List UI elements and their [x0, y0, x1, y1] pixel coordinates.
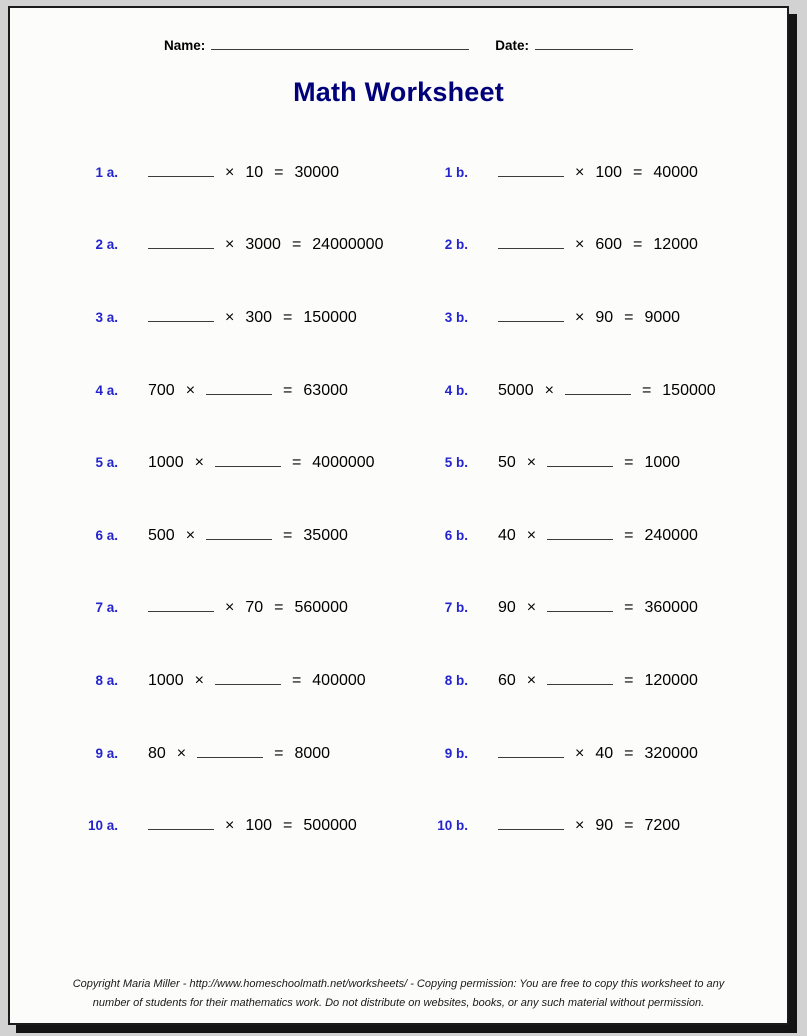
problem-token: 9000 [644, 308, 681, 326]
problem-expression [498, 744, 777, 763]
problem-token: × [176, 744, 187, 762]
problem-token: 7200 [644, 817, 681, 835]
problem-token: 30000 [294, 163, 339, 181]
problem-expression [148, 671, 396, 690]
problem-token: 90 [595, 308, 614, 326]
problem-token: 1000 [644, 454, 681, 472]
problem-token: = [624, 526, 634, 544]
problem-token: × [526, 599, 537, 617]
problem-label: 9 b. [444, 745, 468, 761]
answer-blank-line[interactable] [547, 526, 613, 540]
problem-token: 500000 [303, 817, 357, 835]
header [10, 36, 787, 53]
footer-copyright [10, 975, 787, 1014]
problem-token: = [624, 671, 634, 689]
problem-token: 320000 [644, 744, 698, 762]
problem-expression [498, 235, 777, 254]
answer-blank-line[interactable] [197, 744, 263, 758]
date-blank-line[interactable] [535, 36, 633, 50]
problem-token: 1000 [148, 671, 184, 689]
problem-token: 360000 [644, 599, 698, 617]
problem-label: 5 b. [444, 455, 468, 471]
problem-token: × [225, 599, 235, 617]
problem-token: 120000 [644, 671, 698, 689]
problem-token: × [544, 381, 554, 399]
problem-token: = [624, 599, 634, 617]
problem-expression [498, 453, 777, 472]
problem-token: = [283, 381, 293, 399]
problem-token: = [274, 744, 284, 762]
answer-blank-line[interactable] [206, 526, 272, 540]
problem-expression [498, 163, 777, 182]
problem-label: 10 a. [87, 818, 118, 834]
footer-line-1: Copyright Maria Miller - http://www.homeschoolmath.net/worksheets/ - Copying permission: You are free to copy this worksheet to any [72, 977, 725, 990]
answer-blank-line[interactable] [498, 235, 564, 249]
problem-token: × [194, 671, 204, 689]
problem-label: 3 a. [95, 309, 118, 325]
problem-token: 60 [498, 671, 516, 689]
problem-token: = [624, 454, 634, 472]
name-label: Name: [163, 38, 206, 53]
answer-blank-line[interactable] [206, 381, 272, 395]
problem-token: 50 [498, 454, 516, 472]
answer-blank-line[interactable] [215, 671, 281, 685]
answer-blank-line[interactable] [148, 308, 214, 322]
answer-blank-line[interactable] [498, 163, 564, 177]
problem-label: 7 a. [95, 600, 118, 616]
problem-token: 150000 [303, 308, 357, 326]
problem-label: 7 b. [444, 600, 468, 616]
problem-token: = [291, 454, 302, 472]
problem-expression [148, 163, 396, 182]
problem-token: × [526, 671, 537, 689]
answer-blank-line[interactable] [498, 816, 564, 830]
answer-blank-line[interactable] [547, 671, 613, 685]
problem-token: = [291, 671, 302, 689]
problem-label: 4 a. [95, 382, 118, 398]
problem-expression [148, 381, 396, 400]
problem-label: 1 b. [444, 164, 468, 180]
answer-blank-line[interactable] [547, 453, 613, 467]
problem-token: = [641, 381, 652, 399]
problem-token: 90 [498, 599, 516, 617]
problem-expression [498, 816, 777, 835]
footer-line-2: number of students for their mathematics work. Do not distribute on websites, books, or any such material without permission. [92, 996, 705, 1009]
problem-token: × [225, 308, 235, 326]
page-title: Math Worksheet [293, 77, 504, 107]
worksheet-page [8, 6, 789, 1025]
problem-token: × [225, 817, 235, 835]
problem-token: = [274, 599, 284, 617]
problem-token: × [575, 163, 585, 181]
problem-token: 600 [595, 236, 623, 254]
problem-token: 8000 [294, 744, 331, 762]
problem-token: × [526, 454, 537, 472]
problem-token: = [283, 308, 293, 326]
problem-label: 3 b. [444, 309, 468, 325]
problem-token: × [225, 236, 235, 254]
problem-token: 4000000 [312, 454, 375, 472]
problem-token: 3000 [245, 236, 281, 254]
answer-blank-line[interactable] [148, 163, 214, 177]
problem-expression [148, 526, 396, 545]
problem-token: × [225, 163, 235, 181]
problem-label: 6 a. [95, 527, 118, 543]
problem-label: 8 a. [95, 672, 118, 688]
problem-label: 9 a. [95, 745, 118, 761]
problem-expression [498, 381, 777, 400]
problem-expression [148, 598, 396, 617]
problem-token: 80 [148, 744, 166, 762]
problem-token: × [575, 236, 585, 254]
problem-token: 24000000 [312, 236, 384, 254]
answer-blank-line[interactable] [565, 381, 631, 395]
problem-label: 2 a. [95, 237, 118, 253]
problem-token: × [185, 381, 196, 399]
problem-expression [498, 598, 777, 617]
problem-expression [148, 308, 396, 327]
problem-token: × [526, 526, 537, 544]
answer-blank-line[interactable] [215, 453, 281, 467]
problem-token: × [194, 454, 204, 472]
problem-token: × [575, 817, 585, 835]
problem-label: 6 b. [444, 527, 468, 543]
answer-blank-line[interactable] [148, 598, 214, 612]
problem-label: 2 b. [444, 237, 468, 253]
problem-token: 63000 [303, 381, 348, 399]
problem-token: = [624, 744, 634, 762]
problem-label: 4 b. [444, 382, 468, 398]
problem-label: 1 a. [95, 164, 118, 180]
problem-token: = [274, 163, 284, 181]
problem-token: 500 [148, 526, 175, 544]
problem-token: 700 [148, 381, 175, 399]
problem-token: 100 [245, 817, 273, 835]
problem-token: 40000 [653, 163, 698, 181]
problem-token: 5000 [498, 381, 534, 399]
problem-token: × [185, 526, 196, 544]
date-label: Date: [495, 38, 530, 53]
problem-token: = [291, 236, 302, 254]
answer-blank-line[interactable] [148, 235, 214, 249]
problem-token: = [633, 236, 643, 254]
problem-token: 560000 [294, 599, 348, 617]
problem-token: 400000 [312, 671, 366, 689]
problem-token: = [283, 817, 293, 835]
problem-token: 10 [245, 163, 264, 181]
problem-expression [498, 671, 777, 690]
problem-expression [148, 816, 396, 835]
problem-token: 100 [595, 163, 623, 181]
problem-token: 150000 [662, 381, 716, 399]
problem-token: 1000 [148, 454, 184, 472]
problem-token: 90 [595, 817, 614, 835]
problem-token: = [624, 817, 634, 835]
problem-token: = [624, 308, 634, 326]
problem-expression [498, 308, 777, 327]
problem-expression [148, 744, 396, 763]
problem-label: 5 a. [95, 455, 118, 471]
problem-token: × [575, 308, 585, 326]
answer-blank-line[interactable] [148, 816, 214, 830]
problem-token: 12000 [653, 236, 698, 254]
answer-blank-line[interactable] [498, 308, 564, 322]
answer-blank-line[interactable] [498, 744, 564, 758]
problem-token: 70 [245, 599, 264, 617]
problem-token: = [283, 526, 293, 544]
answer-blank-line[interactable] [547, 598, 613, 612]
problem-token: 300 [245, 308, 273, 326]
problem-token: 35000 [303, 526, 348, 544]
problem-token: = [633, 163, 643, 181]
problem-token: × [575, 744, 585, 762]
name-blank-line[interactable] [211, 36, 469, 50]
problem-token: 40 [595, 744, 614, 762]
problem-label: 8 b. [444, 672, 468, 688]
problem-token: 240000 [644, 526, 698, 544]
problem-expression [498, 526, 777, 545]
problem-expression [148, 235, 396, 254]
problems-grid [10, 136, 787, 862]
problem-expression [148, 453, 396, 472]
problem-token: 40 [498, 526, 516, 544]
problem-label: 10 b. [437, 818, 468, 834]
